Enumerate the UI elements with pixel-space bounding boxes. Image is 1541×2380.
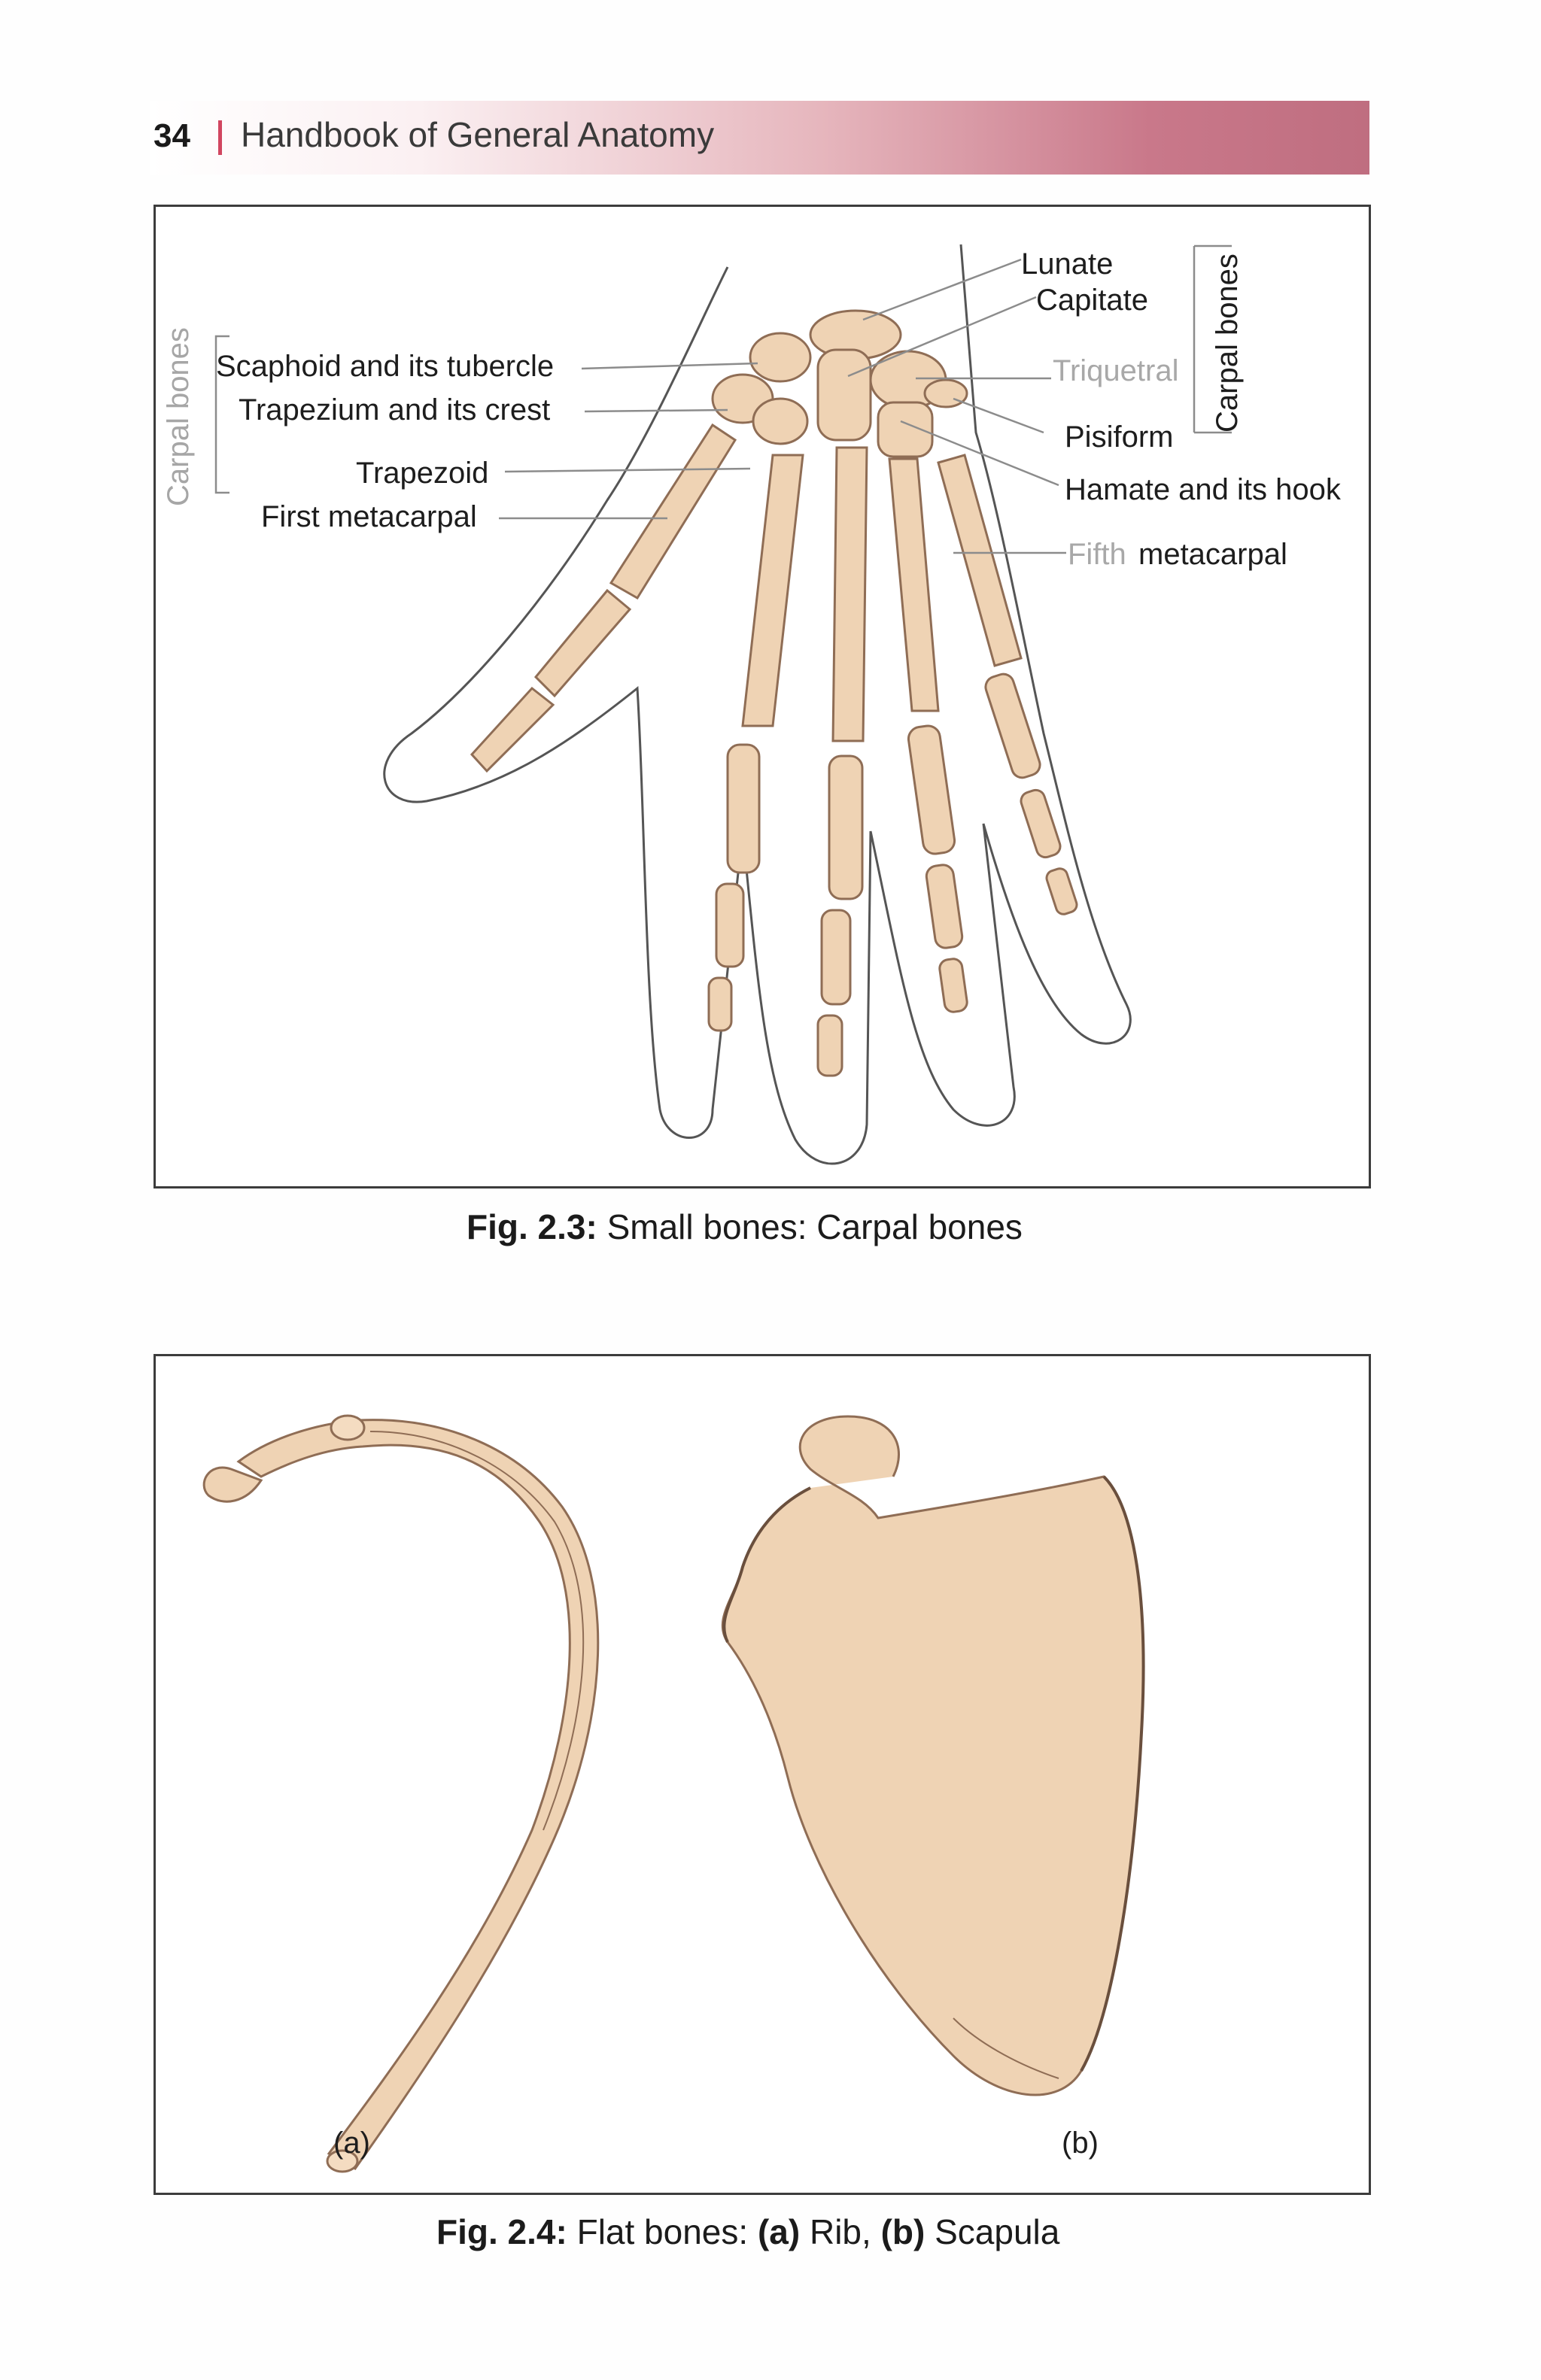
ring-distal-phalanx [938, 958, 968, 1012]
label-scapula-b: (b) [1062, 2127, 1099, 2160]
page-number: 34 [153, 117, 190, 154]
label-lunate: Lunate [1021, 247, 1114, 281]
index-middle-phalanx [716, 884, 743, 967]
rib-head [204, 1468, 261, 1501]
scapula-bone [722, 1416, 1143, 2095]
label-triquetral: Triquetral [1053, 354, 1179, 387]
caption-2-4-number: Fig. 2.4: [436, 2212, 567, 2251]
leader-pisiform [953, 399, 1044, 433]
figure-hand-bones [153, 205, 1371, 1188]
label-trapezium: Trapezium and its crest [239, 393, 551, 427]
fourth-metacarpal [889, 459, 938, 711]
caption-2-4-text-3: Scapula [935, 2212, 1060, 2251]
index-proximal-phalanx [728, 745, 759, 873]
label-trapezoid: Trapezoid [356, 457, 489, 490]
book-title: Handbook of General Anatomy [241, 115, 715, 154]
capitate-bone [818, 350, 871, 440]
caption-2-4-b: (b) [880, 2212, 926, 2251]
figure-2-3-caption [467, 1207, 1023, 1247]
ring-proximal-phalanx [907, 724, 956, 855]
ring-middle-phalanx [926, 864, 964, 949]
middle-proximal-phalanx [829, 756, 862, 899]
fifth-metacarpal [938, 455, 1021, 666]
label-pisiform: Pisiform [1065, 420, 1174, 454]
label-rib-a: (a) [333, 2127, 370, 2160]
little-distal-phalanx [1044, 867, 1078, 916]
label-capitate: Capitate [1036, 284, 1148, 317]
thumb-proximal-phalanx [536, 590, 630, 696]
rib-tubercle [331, 1416, 364, 1440]
trapezoid-bone [753, 399, 807, 444]
hamate-bone [878, 402, 932, 457]
caption-2-4-text-1: Flat bones: [576, 2212, 749, 2251]
label-first-metacarpal: First metacarpal [261, 500, 477, 533]
pisiform-bone [925, 380, 967, 407]
right-group-label-carpal-bones: Carpal bones [1211, 253, 1244, 433]
caption-2-4-text-2: Rib, [809, 2212, 871, 2251]
flat-bones-illustration [156, 1356, 1369, 2193]
label-fifth: Fifth [1068, 538, 1126, 571]
caption-2-4-a: (a) [757, 2212, 801, 2251]
caption-2-3-text: Small bones: Carpal bones [606, 1207, 1023, 1246]
label-scaphoid: Scaphoid and its tubercle [216, 350, 555, 383]
index-distal-phalanx [709, 978, 731, 1031]
label-hamate: Hamate and its hook [1065, 473, 1341, 506]
second-metacarpal [743, 455, 803, 726]
leader-trapezium [585, 410, 728, 411]
scaphoid-bone [750, 333, 810, 381]
leader-scaphoid [582, 363, 758, 369]
header-separator [218, 120, 222, 155]
rib-bone [239, 1420, 598, 2169]
caption-2-3-number: Fig. 2.3: [467, 1207, 597, 1246]
third-metacarpal [833, 448, 867, 741]
figure-2-4-caption [436, 2212, 1059, 2252]
middle-middle-phalanx [822, 910, 850, 1004]
little-middle-phalanx [1019, 788, 1062, 859]
leader-lunate [863, 260, 1021, 320]
label-metacarpal: metacarpal [1138, 538, 1287, 571]
middle-distal-phalanx [818, 1015, 842, 1076]
left-group-label-carpal-bones: Carpal bones [162, 327, 195, 506]
figure-flat-bones [153, 1354, 1371, 2195]
thumb-distal-phalanx [472, 688, 553, 771]
first-metacarpal [611, 425, 735, 598]
